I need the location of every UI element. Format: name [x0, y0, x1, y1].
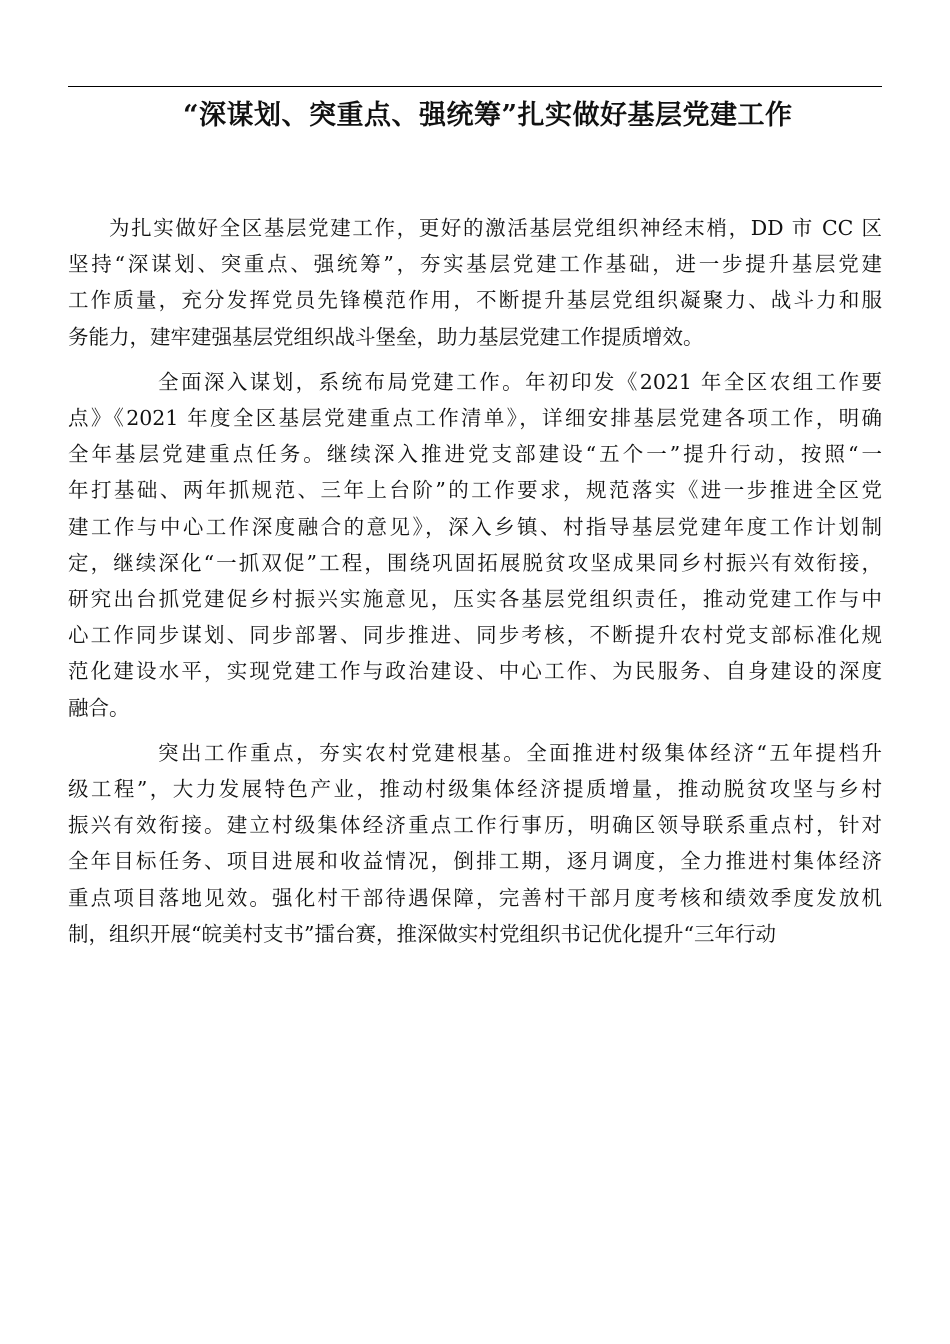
paragraph-line: 振兴有效衔接。建立村级集体经济重点工作行事历，明确区领导联系重点村，针对: [68, 813, 882, 838]
paragraph: [68, 210, 882, 355]
document-body: [68, 210, 882, 961]
paragraph-line: 全面深入谋划，系统布局党建工作。年初印发《2021 年全区农组工作要: [158, 369, 882, 394]
paragraph: [68, 735, 882, 952]
paragraph-line: 全年基层党建重点任务。继续深入推进党支部建设“五个一”提升行动，按照“一: [68, 442, 882, 467]
paragraph-line: 突出工作重点，夯实农村党建根基。全面推进村级集体经济“五年提档升: [158, 740, 882, 765]
paragraph-line: 研究出台抓党建促乡村振兴实施意见，压实各基层党组织责任，推动党建工作与中: [68, 587, 882, 612]
document-title: “深谋划、突重点、强统筹”扎实做好基层党建工作: [183, 100, 793, 131]
paragraph-line: 制，组织开展“皖美村支书”擂台赛，推深做实村党组织书记优化提升“三年行动: [68, 921, 776, 946]
paragraph-line: 定，继续深化“一抓双促”工程，围绕巩固拓展脱贫攻坚成果同乡村振兴有效衔接，: [68, 550, 882, 575]
paragraph-line: 务能力，建牢建强基层党组织战斗堡垒，助力基层党建工作提质增效。: [68, 324, 704, 349]
paragraph-line: 重点项目落地见效。强化村干部待遇保障，完善村干部月度考核和绩效季度发放机: [68, 885, 882, 910]
paragraph-line: 工作质量，充分发挥党员先锋模范作用，不断提升基层党组织凝聚力、战斗力和服: [68, 288, 882, 313]
paragraph-line: 全年目标任务、项目进展和收益情况，倒排工期，逐月调度，全力推进村集体经济: [68, 849, 882, 874]
paragraph-line: 级工程”，大力发展特色产业，推动村级集体经济提质增量，推动脱贫攻坚与乡村: [68, 777, 882, 802]
header-rule: [68, 86, 882, 87]
paragraph-line: 融合。: [68, 695, 130, 720]
paragraph-line: 心工作同步谋划、同步部署、同步推进、同步考核，不断提升农村党支部标准化规: [68, 623, 882, 648]
paragraph-line: 范化建设水平，实现党建工作与政治建设、中心工作、为民服务、自身建设的深度: [68, 659, 882, 684]
paragraph-line: 点》《2021 年度全区基层党建重点工作清单》，详细安排基层党建各项工作，明确: [68, 406, 882, 431]
paragraph-line: 坚持“深谋划、突重点、强统筹”，夯实基层党建工作基础，进一步提升基层党建: [68, 252, 882, 277]
paragraph-line: 为扎实做好全区基层党建工作，更好的激活基层党组织神经末梢，DD 市 CC 区: [109, 216, 882, 240]
paragraph: [68, 364, 882, 726]
paragraph-line: 年打基础、两年抓规范、三年上台阶”的工作要求，规范落实《进一步推进全区党: [68, 478, 882, 503]
paragraph-line: 建工作与中心工作深度融合的意见》，深入乡镇、村指导基层党建年度工作计划制: [68, 514, 882, 539]
